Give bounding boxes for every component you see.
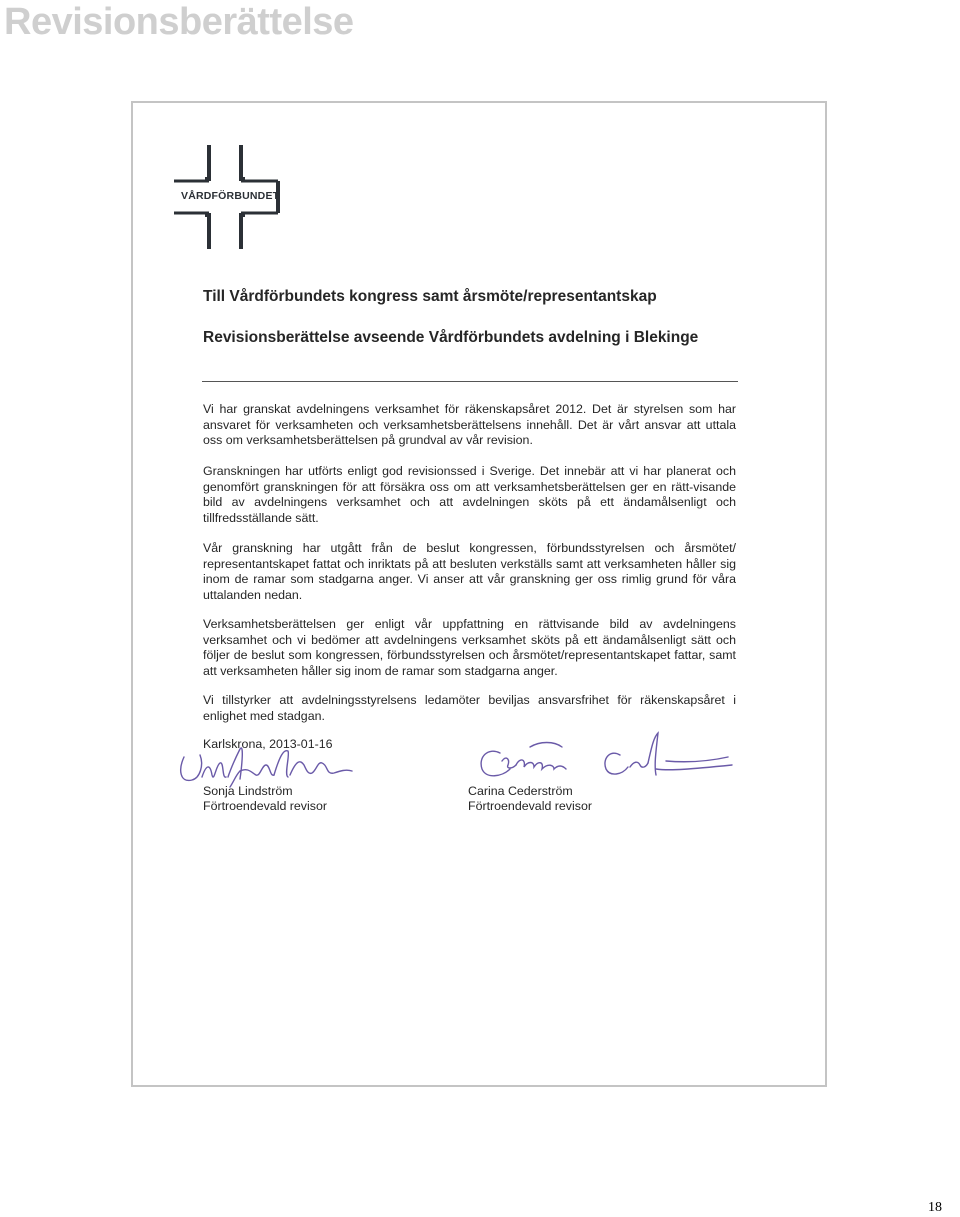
- signatory-1-name: Sonja Lindström: [203, 784, 293, 798]
- document-addressee: Till Vårdförbundets kongress samt årsmöte/representantskap: [203, 288, 657, 305]
- paragraph-recommendation: Vi tillstyrker att avdelningsstyrelsens ledamöter beviljas ansvarsfrihet för räkenskapsåret i enlighet med stadgan.: [203, 693, 736, 723]
- logo-text: VÅRDFÖRBUNDET: [181, 190, 280, 202]
- page-number: 18: [928, 1200, 942, 1215]
- page-title: Revisionsberättelse: [4, 1, 354, 43]
- title-divider: [202, 381, 738, 382]
- paragraph-scope: Vi har granskat avdelningens verksamhet för räkenskapsåret 2012. Det är styrelsen som har ansvaret för verksamheten och verksamhetsberättelsens innehåll. Det är vårt ansvar att uttala oss om verksamhetsberättelsen på grundval av vår revision.: [203, 402, 736, 448]
- paragraph-opinion: Verksamhetsberättelsen ger enligt vår uppfattning en rättvisande bild av avdelningens verksamhet och vi bedömer att avdelningens verksamhet sköts på ett ändamålsenligt sätt och följer de beslut som kongressen, förbundsstyrelsen och årsmötet/representantskapet fattar, samt att verksamheten håller sig inom de ramar som stadgarna anger.: [203, 617, 736, 678]
- signatory-2-name: Carina Cederström: [468, 784, 573, 798]
- document-title: Revisionsberättelse avseende Vårdförbundets avdelning i Blekinge: [203, 329, 699, 346]
- signatory-2-role: Förtroendevald revisor: [468, 799, 592, 813]
- place-and-date: Karlskrona, 2013-01-16: [203, 737, 333, 751]
- signatory-1-role: Förtroendevald revisor: [203, 799, 327, 813]
- paragraph-method: Granskningen har utförts enligt god revisionssed i Sverige. Det innebär att vi har planerat och genomfört granskningen för att försäkra oss om att verksamhetsberättelsen ger en rätt-visande bild av avdelningens verksamhet och att avdelningen sköts på ett ändamålsenligt och tillfredsställande sätt.: [203, 464, 736, 525]
- signature-carina-cederstrom: [470, 725, 735, 785]
- paragraph-basis: Vår granskning har utgått från de beslut kongressen, förbundsstyrelsen och årsmötet/ representantskapet fattat och inriktats på att besluten verkställs samt att verksamheten håller sig inom de ramar som stadgarna anger. Vi anser att vår granskning ger oss rimlig grund för våra uttalanden nedan.: [203, 541, 736, 602]
